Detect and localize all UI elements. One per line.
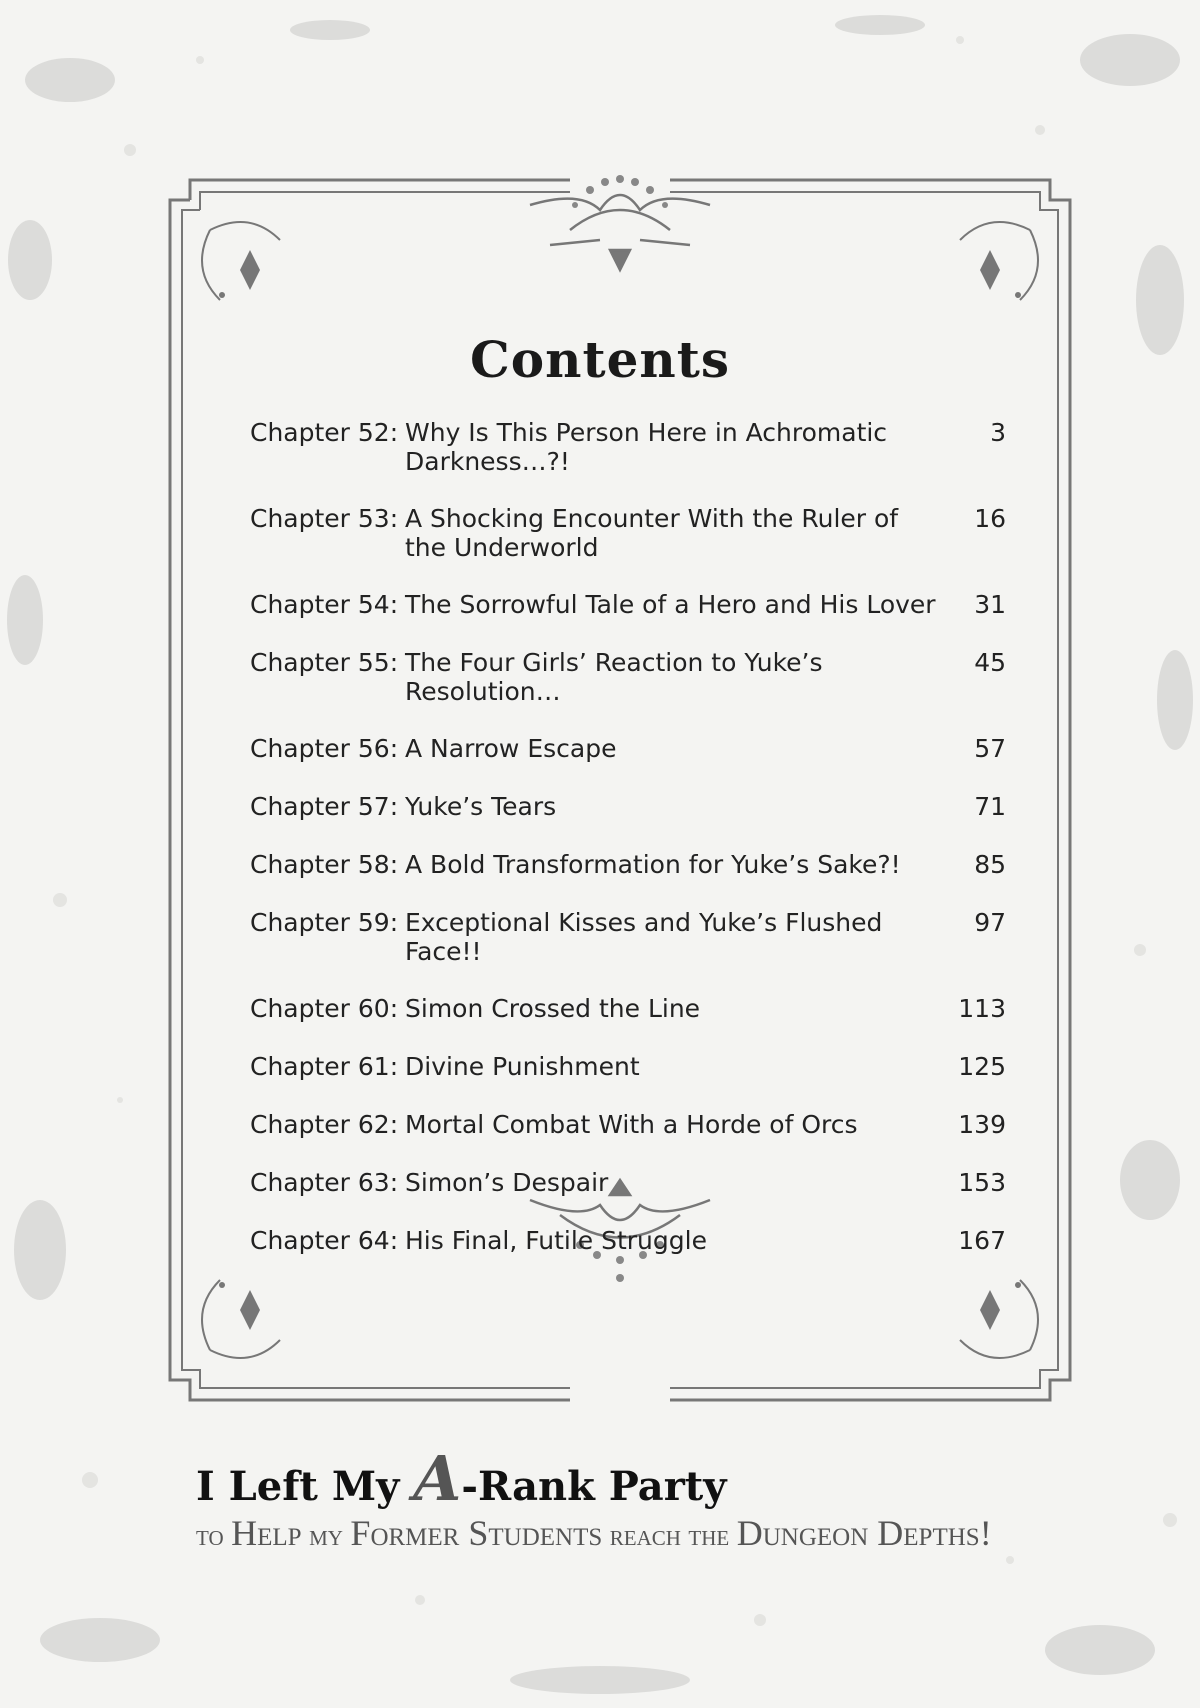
series-subtitle-part: to xyxy=(196,1519,232,1552)
chapter-title: A Narrow Escape xyxy=(405,734,617,763)
toc-entry-53[interactable] xyxy=(250,504,1006,562)
chapter-label: Chapter 60: xyxy=(250,994,399,1023)
series-subtitle-part: Former Students xyxy=(350,1513,603,1553)
chapter-title: Yuke’s Tears xyxy=(405,792,557,821)
chapter-page: 31 xyxy=(974,590,1006,619)
chapter-title: Simon’s Despair xyxy=(405,1168,609,1197)
chapter-title: A Shocking Encounter With the Ruler of the Underworld xyxy=(405,504,899,562)
toc-entry-64[interactable] xyxy=(250,1226,1006,1255)
toc-entry-63[interactable] xyxy=(250,1168,1006,1197)
chapter-title: A Bold Transformation for Yuke’s Sake?! xyxy=(405,850,901,879)
toc-entry-61[interactable] xyxy=(250,1052,1006,1081)
chapter-label: Chapter 56: xyxy=(250,734,399,763)
chapter-label: Chapter 53: xyxy=(250,504,399,533)
chapter-label: Chapter 58: xyxy=(250,850,399,879)
chapter-label: Chapter 52: xyxy=(250,418,399,447)
chapter-title: Simon Crossed the Line xyxy=(405,994,701,1023)
series-subtitle-part: my xyxy=(301,1519,351,1552)
chapter-page: 139 xyxy=(958,1110,1006,1139)
chapter-title: His Final, Futile Struggle xyxy=(405,1226,707,1255)
chapter-page: 153 xyxy=(958,1168,1006,1197)
series-title-line2 xyxy=(196,1512,992,1554)
chapter-title: The Sorrowful Tale of a Hero and His Lover xyxy=(405,590,936,619)
chapter-label: Chapter 59: xyxy=(250,908,399,937)
chapter-page: 167 xyxy=(958,1226,1006,1255)
toc-entry-58[interactable] xyxy=(250,850,1006,879)
toc-entry-55[interactable] xyxy=(250,648,1006,706)
series-subtitle-part: Help xyxy=(231,1513,302,1553)
chapter-page: 3 xyxy=(990,418,1006,447)
toc-entry-52[interactable] xyxy=(250,418,1006,476)
series-title-part: I Left My xyxy=(196,1463,414,1510)
top-flourish xyxy=(530,170,710,270)
chapter-label: Chapter 63: xyxy=(250,1168,399,1197)
page-title: Contents xyxy=(469,330,730,389)
chapter-label: Chapter 62: xyxy=(250,1110,399,1139)
series-title-part: -Rank Party xyxy=(461,1463,727,1510)
table-of-contents xyxy=(250,418,1006,1255)
series-title-line1 xyxy=(196,1442,727,1515)
chapter-page: 57 xyxy=(974,734,1006,763)
series-subtitle-part: reach the xyxy=(602,1519,737,1552)
chapter-page: 45 xyxy=(974,648,1006,677)
series-title-big-a: A xyxy=(413,1442,462,1515)
chapter-title: Exceptional Kisses and Yuke’s Flushed Face!! xyxy=(405,908,883,966)
chapter-label: Chapter 61: xyxy=(250,1052,399,1081)
chapter-label: Chapter 54: xyxy=(250,590,399,619)
chapter-page: 71 xyxy=(974,792,1006,821)
toc-entry-54[interactable] xyxy=(250,590,1006,619)
toc-entry-60[interactable] xyxy=(250,994,1006,1023)
toc-entry-56[interactable] xyxy=(250,734,1006,763)
toc-entry-59[interactable] xyxy=(250,908,1006,966)
chapter-label: Chapter 57: xyxy=(250,792,399,821)
chapter-page: 113 xyxy=(958,994,1006,1023)
toc-entry-57[interactable] xyxy=(250,792,1006,821)
chapter-title: Divine Punishment xyxy=(405,1052,640,1081)
chapter-title: Mortal Combat With a Horde of Orcs xyxy=(405,1110,858,1139)
chapter-page: 85 xyxy=(974,850,1006,879)
chapter-page: 125 xyxy=(958,1052,1006,1081)
chapter-page: 16 xyxy=(974,504,1006,533)
chapter-page: 97 xyxy=(974,908,1006,937)
series-subtitle-part: Dungeon Depths! xyxy=(736,1513,992,1553)
toc-entry-62[interactable] xyxy=(250,1110,1006,1139)
chapter-title: The Four Girls’ Reaction to Yuke’s Resolution… xyxy=(405,648,823,706)
chapter-title: Why Is This Person Here in Achromatic Darkness…?! xyxy=(405,418,888,476)
chapter-label: Chapter 55: xyxy=(250,648,399,677)
chapter-label: Chapter 64: xyxy=(250,1226,399,1255)
